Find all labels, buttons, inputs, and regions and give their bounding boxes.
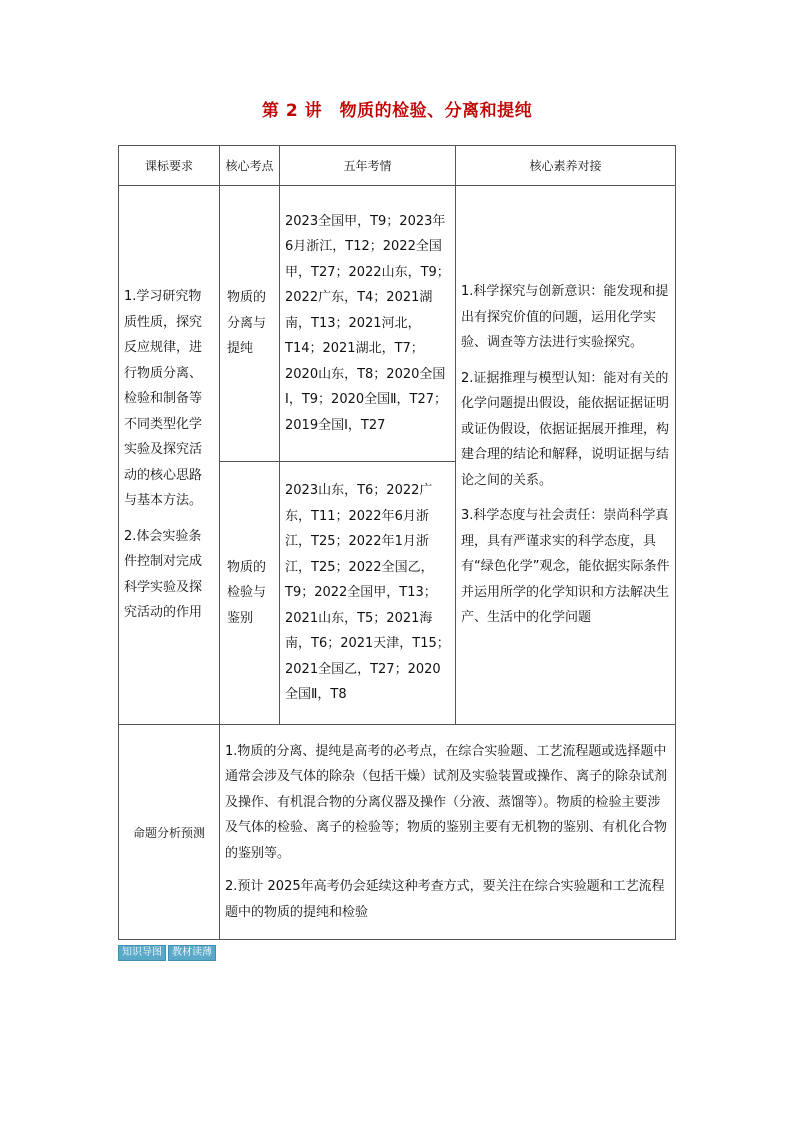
exam-cell: 2023全国甲，T9；2023年6月浙江，T12；2022全国甲，T27；2022山东，T9；2022广东，T4；2021湖南，T13；2021河北，T14；2021湖北，T7；2020山东，T8；2020全国Ⅰ，T9；2020全国Ⅱ，T27；2019全国Ⅰ，T27 (280, 186, 456, 462)
section-badges (118, 945, 216, 961)
literacy-item: 1.科学探究与创新意识：能发现和提出有探究价值的问题，运用化学实验、调查等方法进行实验探究。 (461, 284, 669, 351)
requirements-cell (119, 186, 220, 725)
prediction-cell (220, 725, 676, 940)
topic-cell: 物质的检验与鉴别 (220, 462, 280, 725)
requirement-item: 1.学习研究物质性质，探究反应规律，进行物质分离、检验和制备等不同类型化学实验及探究活动的核心思路与基本方法。 (124, 289, 203, 509)
table-row (119, 186, 676, 462)
prediction-row (119, 725, 676, 940)
requirement-item: 2.体会实验条件控制对完成科学实验及探究活动的作用 (124, 528, 203, 621)
header-row (119, 146, 676, 186)
literacy-cell (456, 186, 676, 725)
badge-knowledge-map: 知识导图 (118, 945, 166, 961)
page-title: 第 2 讲 物质的检验、分离和提纯 (261, 101, 533, 121)
header-literacy: 核心素养对接 (456, 146, 676, 186)
header-topics: 核心考点 (220, 146, 280, 186)
overview-table (118, 145, 676, 940)
prediction-item: 2.预计 2025年高考仍会延续这种考查方式，要关注在综合实验题和工艺流程题中的物质的提纯和检验 (225, 879, 665, 920)
header-exams: 五年考情 (280, 146, 456, 186)
topic-cell: 物质的分离与提纯 (220, 186, 280, 462)
header-requirements: 课标要求 (119, 146, 220, 186)
literacy-item: 3.科学态度与社会责任：崇尚科学真理，具有严谨求实的科学态度，具有“绿色化学”观念，能依据实际条件并运用所学的化学知识和方法解决生产、生活中的化学问题 (461, 508, 670, 626)
literacy-item: 2.证据推理与模型认知：能对有关的化学问题提出假设，能依据证据证明或证伪假设，依据证据展开推理，构建合理的结论和解释，说明证据与结论之间的关系。 (461, 370, 670, 488)
prediction-label: 命题分析预测 (119, 725, 220, 940)
exam-cell: 2023山东，T6；2022广东，T11；2022年6月浙江，T25；2022年1月浙江，T25；2022全国乙，T9；2022全国甲，T13；2021山东，T5；2021海南，T6；2021天津，T15；2021全国乙，T27；2020全国Ⅱ，T8 (280, 462, 456, 725)
prediction-item: 1.物质的分离、提纯是高考的必考点，在综合实验题、工艺流程题或选择题中通常会涉及气体的除杂（包括干燥）试剂及实验装置或操作、离子的除杂试剂及操作、有机混合物的分离仪器及操作（分液、蒸馏等）。物质的检验主要涉及气体的检验、离子的检验等；物质的鉴别主要有无机物的鉴别、有机化合物的鉴别等。 (225, 743, 668, 861)
badge-textbook: 教材读薄 (168, 945, 216, 961)
